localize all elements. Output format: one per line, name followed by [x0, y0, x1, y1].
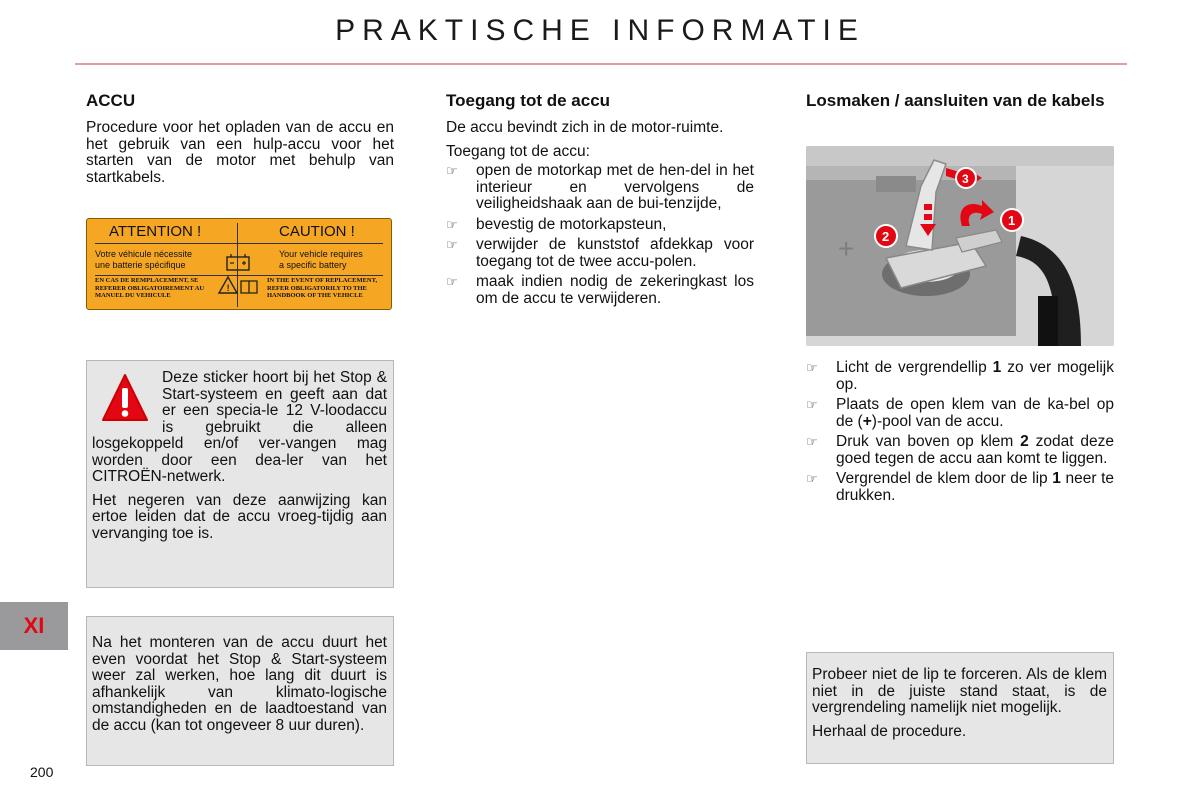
- sticker-en-small: IN THE EVENT OF REPLACEMENT, REFER OBLIGATORILY TO THE HANDBOOK OF THE VEHICLE: [267, 277, 378, 299]
- sticker-attention: ATTENTION !: [109, 223, 202, 240]
- step-text: )-pool van de accu.: [871, 412, 1004, 430]
- warning-text-1: Deze sticker hoort bij het Stop & Start-systeem en geeft aan dat er een specia-le 12 V-loodaccu is gebruikt die alleen losgekoppeld en/of ver-vangen mag worden door een dea-ler van het CITROËN-netwerk.: [92, 369, 387, 485]
- list-item: [446, 237, 754, 270]
- list-item: [446, 274, 754, 307]
- step-text: verwijder de kunststof afdekkap voor toegang tot de twee accu-polen.: [476, 236, 754, 270]
- list-item: [446, 163, 754, 213]
- column-access: [446, 92, 754, 311]
- callout-2: 2: [882, 229, 890, 244]
- cable-note-box: [806, 652, 1114, 764]
- page-number: 200: [30, 764, 54, 780]
- hand-pointer-icon: ☞: [806, 471, 818, 486]
- hand-pointer-icon: ☞: [446, 274, 458, 289]
- cable-steps-list: [806, 360, 1114, 504]
- step-text: maak indien nodig de zekeringkast los om de accu te verwijderen.: [476, 273, 754, 307]
- step-text: open de motorkap met de hen-del in het interieur en vervolgens de veiligheidshaak aan de bui-tenzijde,: [476, 162, 754, 212]
- step-ref: 1: [1052, 470, 1061, 487]
- stop-start-warning-box: [86, 360, 394, 588]
- hand-pointer-icon: ☞: [446, 237, 458, 252]
- step-ref: 1: [992, 359, 1002, 376]
- accu-intro: Procedure voor het opladen van de accu en het gebruik van een hulp-accu voor het starten van de motor met behulp van startkabels.: [86, 119, 394, 186]
- step-text: Druk van boven op klem: [836, 433, 1021, 450]
- callout-3: 3: [962, 172, 969, 186]
- sticker-fr-line1: Votre véhicule nécessite: [95, 249, 193, 259]
- section-heading-access: Toegang tot de accu: [446, 91, 611, 110]
- hand-pointer-icon: ☞: [806, 397, 818, 412]
- sticker-fr-small: EN CAS DE REMPLACEMENT, SE REFERER OBLIGATOIREMENT AU MANUEL DU VEHICULE: [95, 277, 205, 299]
- sticker-caution: CAUTION !: [279, 223, 355, 240]
- list-item: [806, 397, 1114, 430]
- cable-steps: [806, 360, 1114, 508]
- list-item: [806, 360, 1114, 393]
- callout-1: 1: [1008, 213, 1016, 228]
- sticker-en-line1: Your vehicle requires: [279, 249, 363, 259]
- title-divider: [75, 63, 1127, 65]
- step-text: neer te drukken.: [836, 470, 1114, 504]
- sticker-fr-line2: une batterie spécifique: [95, 260, 186, 270]
- list-item: [806, 434, 1114, 467]
- hand-pointer-icon: ☞: [446, 163, 458, 178]
- step-text: bevestig de motorkapsteun,: [476, 215, 667, 233]
- step-text: Licht de vergrendellip: [836, 359, 993, 376]
- step-text: Plaats de open klem van de ka-bel op de (: [836, 396, 1114, 430]
- section-heading-accu: ACCU: [86, 91, 136, 110]
- chapter-tab[interactable]: [0, 602, 68, 650]
- step-text: Vergrendel de klem door de lip: [836, 470, 1053, 487]
- svg-text:+: +: [838, 233, 855, 264]
- list-item: [806, 471, 1114, 504]
- warning-text-2: Het negeren van deze aanwijzing kan ertoe leiden dat de accu vroeg-tijdig aan vervanging toe is.: [92, 491, 387, 542]
- sticker-en-line2: a specific battery: [279, 260, 347, 270]
- page-title: PRAKTISCHE INFORMATIE: [335, 14, 865, 47]
- stop-start-note-box: [86, 616, 394, 766]
- column-cables: [806, 92, 1114, 120]
- hand-pointer-icon: ☞: [806, 360, 818, 375]
- cable-note-text-2: Herhaal de procedure.: [812, 722, 967, 740]
- hand-pointer-icon: ☞: [446, 216, 458, 232]
- stop-start-note-text: Na het monteren van de accu duurt het even voordat het Stop & Start-systeem weer zal werken, hoe lang dit duurt is afhankelijk van klimato-logische omstandigheden en de laadtoestand van de accu (kan tot ongeveer 8 uur duren).: [92, 634, 387, 734]
- cable-note-text-1: Probeer niet de lip te forceren. Als de klem niet in de juiste stand staat, is de vergrendeling namelijk niet mogelijk.: [812, 666, 1107, 716]
- svg-text:!: !: [226, 283, 230, 293]
- hand-pointer-icon: ☞: [806, 434, 818, 449]
- step-text: zodat deze goed tegen de accu aan komt te liggen.: [836, 433, 1114, 467]
- list-item: [446, 217, 754, 234]
- battery-terminal-photo: [806, 146, 1114, 346]
- warning-exclamation-icon: [100, 372, 150, 424]
- chapter-tab-label: XI: [23, 613, 45, 638]
- step-ref: 2: [1020, 433, 1029, 450]
- access-text-2: Toegang tot de accu:: [446, 142, 590, 160]
- column-accu: [86, 92, 394, 186]
- battery-symbol-icon: [215, 253, 261, 297]
- sticker-rule: [95, 243, 383, 244]
- battery-warning-sticker: [86, 218, 392, 310]
- step-text: zo ver mogelijk op.: [836, 359, 1114, 393]
- access-steps-list: [446, 163, 754, 307]
- access-text-1: De accu bevindt zich in de motor-ruimte.: [446, 119, 724, 136]
- section-heading-cables: Losmaken / aansluiten van de kabels: [806, 91, 1105, 110]
- step-ref: +: [862, 412, 872, 430]
